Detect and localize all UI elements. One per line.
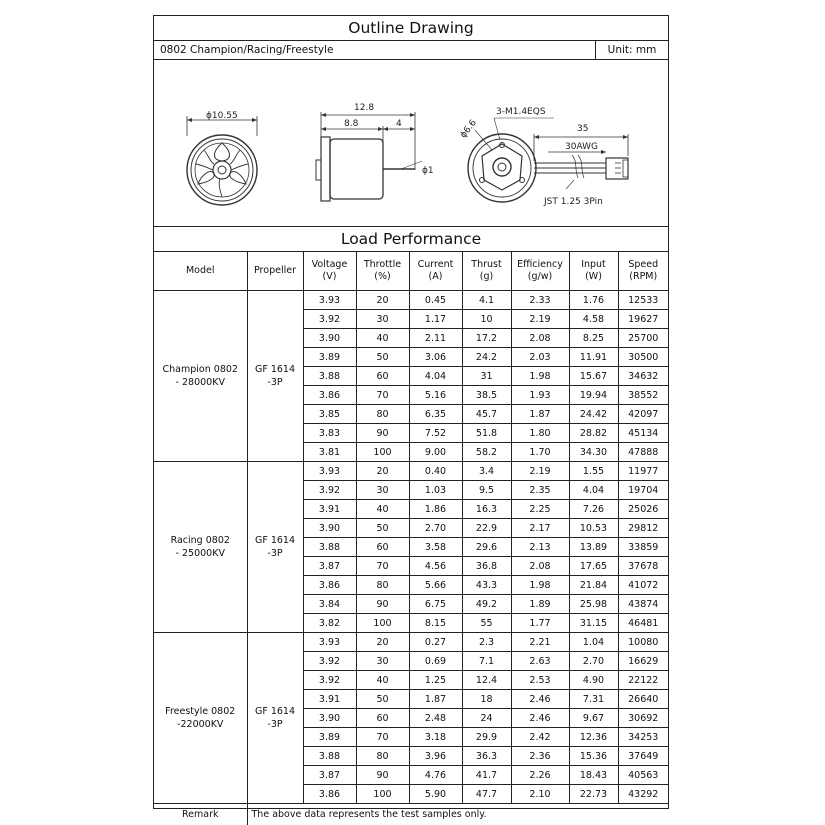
data-cell: 49.2: [462, 595, 511, 614]
propeller-cell: GF 1614 -3P: [247, 291, 303, 462]
data-cell: 70: [356, 386, 409, 405]
data-cell: 17.65: [569, 557, 618, 576]
data-cell: 40: [356, 671, 409, 690]
data-cell: 41072: [618, 576, 668, 595]
data-cell: 3.96: [409, 747, 462, 766]
data-cell: 5.66: [409, 576, 462, 595]
data-cell: 4.58: [569, 310, 618, 329]
data-cell: 3.88: [303, 367, 356, 386]
col-throttle: Throttle (%): [356, 252, 409, 291]
data-cell: 1.70: [511, 443, 569, 462]
data-cell: 4.56: [409, 557, 462, 576]
data-cell: 60: [356, 709, 409, 728]
col-input: Input (W): [569, 252, 618, 291]
data-cell: 40: [356, 500, 409, 519]
data-cell: 29812: [618, 519, 668, 538]
data-cell: 20: [356, 462, 409, 481]
data-cell: 43292: [618, 785, 668, 804]
data-cell: 47888: [618, 443, 668, 462]
data-cell: 3.93: [303, 462, 356, 481]
data-cell: 4.90: [569, 671, 618, 690]
data-cell: 3.93: [303, 291, 356, 310]
data-cell: 3.86: [303, 386, 356, 405]
data-cell: 22.9: [462, 519, 511, 538]
data-cell: 0.45: [409, 291, 462, 310]
data-cell: 38552: [618, 386, 668, 405]
col-speed: Speed (RPM): [618, 252, 668, 291]
data-cell: 60: [356, 538, 409, 557]
data-cell: 18.43: [569, 766, 618, 785]
data-cell: 3.81: [303, 443, 356, 462]
data-cell: 12533: [618, 291, 668, 310]
data-cell: 3.84: [303, 595, 356, 614]
rear-view: [468, 118, 628, 202]
data-cell: 22.73: [569, 785, 618, 804]
data-cell: 8.25: [569, 329, 618, 348]
data-cell: 70: [356, 557, 409, 576]
data-cell: 45.7: [462, 405, 511, 424]
data-cell: 40563: [618, 766, 668, 785]
data-cell: 3.87: [303, 557, 356, 576]
model-cell: Racing 0802 - 25000KV: [154, 462, 247, 633]
data-cell: 2.35: [511, 481, 569, 500]
data-cell: 41.7: [462, 766, 511, 785]
data-cell: 3.91: [303, 500, 356, 519]
data-cell: 34632: [618, 367, 668, 386]
data-cell: 2.03: [511, 348, 569, 367]
table-row: [154, 291, 668, 310]
data-cell: 3.87: [303, 766, 356, 785]
propeller-cell: GF 1614 -3P: [247, 462, 303, 633]
data-cell: 5.16: [409, 386, 462, 405]
data-cell: 42097: [618, 405, 668, 424]
data-cell: 1.86: [409, 500, 462, 519]
data-cell: 5.90: [409, 785, 462, 804]
data-cell: 1.80: [511, 424, 569, 443]
data-cell: 36.8: [462, 557, 511, 576]
data-cell: 0.27: [409, 633, 462, 652]
data-cell: 22122: [618, 671, 668, 690]
data-cell: 3.86: [303, 785, 356, 804]
data-cell: 6.75: [409, 595, 462, 614]
col-thrust: Thrust (g): [462, 252, 511, 291]
data-cell: 70: [356, 728, 409, 747]
data-cell: 3.89: [303, 728, 356, 747]
data-cell: 3.90: [303, 329, 356, 348]
data-cell: 33859: [618, 538, 668, 557]
data-cell: 12.36: [569, 728, 618, 747]
data-cell: 1.77: [511, 614, 569, 633]
data-cell: 2.53: [511, 671, 569, 690]
data-cell: 1.93: [511, 386, 569, 405]
data-cell: 4.76: [409, 766, 462, 785]
data-cell: 50: [356, 519, 409, 538]
data-cell: 31: [462, 367, 511, 386]
data-cell: 2.48: [409, 709, 462, 728]
data-cell: 1.76: [569, 291, 618, 310]
subheader: [154, 41, 668, 60]
model-cell: Freestyle 0802 -22000KV: [154, 633, 247, 804]
data-cell: 58.2: [462, 443, 511, 462]
data-cell: 3.58: [409, 538, 462, 557]
data-cell: 30: [356, 481, 409, 500]
data-cell: 3.85: [303, 405, 356, 424]
data-cell: 47.7: [462, 785, 511, 804]
front-view: [187, 116, 257, 205]
data-cell: 7.26: [569, 500, 618, 519]
data-cell: 4.04: [569, 481, 618, 500]
data-cell: 3.06: [409, 348, 462, 367]
data-cell: 1.87: [511, 405, 569, 424]
data-cell: 4.1: [462, 291, 511, 310]
table-row: [154, 633, 668, 652]
data-cell: 2.08: [511, 557, 569, 576]
data-cell: 4.04: [409, 367, 462, 386]
data-cell: 2.17: [511, 519, 569, 538]
data-cell: 1.17: [409, 310, 462, 329]
data-cell: 10: [462, 310, 511, 329]
motor-drawing-svg: [154, 60, 668, 227]
propeller-cell: GF 1614 -3P: [247, 633, 303, 804]
table-body: [154, 291, 668, 804]
data-cell: 29.9: [462, 728, 511, 747]
load-performance-table: [154, 252, 668, 825]
header-row: [154, 252, 668, 291]
data-cell: 3.90: [303, 709, 356, 728]
data-cell: 55: [462, 614, 511, 633]
data-cell: 9.5: [462, 481, 511, 500]
data-cell: 2.25: [511, 500, 569, 519]
data-cell: 15.36: [569, 747, 618, 766]
data-cell: 19.94: [569, 386, 618, 405]
data-cell: 1.98: [511, 367, 569, 386]
data-cell: 3.92: [303, 671, 356, 690]
model-cell: Champion 0802 - 28000KV: [154, 291, 247, 462]
outline-drawing-title: Outline Drawing: [154, 16, 668, 41]
data-cell: 31.15: [569, 614, 618, 633]
data-cell: 90: [356, 424, 409, 443]
data-cell: 11977: [618, 462, 668, 481]
data-cell: 2.63: [511, 652, 569, 671]
data-cell: 45134: [618, 424, 668, 443]
data-cell: 3.92: [303, 652, 356, 671]
data-cell: 3.88: [303, 747, 356, 766]
data-cell: 16629: [618, 652, 668, 671]
data-cell: 2.13: [511, 538, 569, 557]
data-cell: 0.69: [409, 652, 462, 671]
data-cell: 20: [356, 291, 409, 310]
data-cell: 10080: [618, 633, 668, 652]
data-cell: 46481: [618, 614, 668, 633]
data-cell: 28.82: [569, 424, 618, 443]
data-cell: 2.21: [511, 633, 569, 652]
col-current: Current (A): [409, 252, 462, 291]
data-cell: 24.2: [462, 348, 511, 367]
data-cell: 2.08: [511, 329, 569, 348]
outline-drawing: [154, 60, 668, 227]
col-propeller: Propeller: [247, 252, 303, 291]
data-cell: 6.35: [409, 405, 462, 424]
data-cell: 18: [462, 690, 511, 709]
data-cell: 3.92: [303, 310, 356, 329]
data-cell: 7.1: [462, 652, 511, 671]
data-cell: 2.33: [511, 291, 569, 310]
unit-label: Unit: mm: [595, 41, 668, 60]
data-cell: 19704: [618, 481, 668, 500]
data-cell: 43.3: [462, 576, 511, 595]
data-cell: 30: [356, 310, 409, 329]
data-cell: 50: [356, 690, 409, 709]
data-cell: 9.00: [409, 443, 462, 462]
data-cell: 2.3: [462, 633, 511, 652]
table-row: [154, 462, 668, 481]
col-efficiency: Efficiency (g/w): [511, 252, 569, 291]
load-performance-title: Load Performance: [154, 227, 668, 252]
data-cell: 20: [356, 633, 409, 652]
data-cell: 19627: [618, 310, 668, 329]
data-cell: 3.86: [303, 576, 356, 595]
data-cell: 40: [356, 329, 409, 348]
data-cell: 100: [356, 443, 409, 462]
data-cell: 2.36: [511, 747, 569, 766]
data-cell: 90: [356, 595, 409, 614]
data-cell: 3.90: [303, 519, 356, 538]
data-cell: 80: [356, 747, 409, 766]
data-cell: 80: [356, 576, 409, 595]
total-length-label: 12.8: [354, 103, 375, 113]
data-cell: 25.98: [569, 595, 618, 614]
data-cell: 25700: [618, 329, 668, 348]
data-cell: 11.91: [569, 348, 618, 367]
data-cell: 1.87: [409, 690, 462, 709]
data-cell: 1.55: [569, 462, 618, 481]
data-cell: 2.11: [409, 329, 462, 348]
data-cell: 3.91: [303, 690, 356, 709]
data-cell: 51.8: [462, 424, 511, 443]
data-cell: 80: [356, 405, 409, 424]
data-cell: 24: [462, 709, 511, 728]
data-cell: 29.6: [462, 538, 511, 557]
data-cell: 1.98: [511, 576, 569, 595]
data-cell: 1.25: [409, 671, 462, 690]
data-cell: 15.67: [569, 367, 618, 386]
data-cell: 17.2: [462, 329, 511, 348]
screws-label: 3-M1.4EQS: [496, 107, 546, 117]
data-cell: 9.67: [569, 709, 618, 728]
data-cell: 0.40: [409, 462, 462, 481]
remark-row: [154, 804, 668, 825]
shaft-diameter-label: ϕ1: [422, 166, 434, 176]
data-cell: 3.83: [303, 424, 356, 443]
data-cell: 100: [356, 614, 409, 633]
shaft-length-label: 4: [396, 119, 402, 129]
connector-label: JST 1.25 3Pin: [544, 197, 603, 207]
data-cell: 1.89: [511, 595, 569, 614]
data-cell: 2.70: [409, 519, 462, 538]
data-cell: 12.4: [462, 671, 511, 690]
data-cell: 21.84: [569, 576, 618, 595]
spec-sheet: [153, 15, 669, 820]
data-cell: 2.26: [511, 766, 569, 785]
data-cell: 26640: [618, 690, 668, 709]
data-cell: 2.46: [511, 709, 569, 728]
data-cell: 43874: [618, 595, 668, 614]
model-line: 0802 Champion/Racing/Freestyle: [160, 44, 334, 56]
remark-text: The above data represents the test samples only.: [247, 804, 668, 825]
data-cell: 1.03: [409, 481, 462, 500]
data-cell: 7.31: [569, 690, 618, 709]
data-cell: 100: [356, 785, 409, 804]
remark-label: Remark: [154, 804, 247, 825]
data-cell: 30692: [618, 709, 668, 728]
data-cell: 30500: [618, 348, 668, 367]
data-cell: 38.5: [462, 386, 511, 405]
body-length-label: 8.8: [344, 119, 359, 129]
data-cell: 2.19: [511, 462, 569, 481]
data-cell: 3.93: [303, 633, 356, 652]
data-cell: 2.42: [511, 728, 569, 747]
data-cell: 3.89: [303, 348, 356, 367]
data-cell: 2.19: [511, 310, 569, 329]
data-cell: 90: [356, 766, 409, 785]
data-cell: 2.46: [511, 690, 569, 709]
data-cell: 37678: [618, 557, 668, 576]
data-cell: 60: [356, 367, 409, 386]
col-model: Model: [154, 252, 247, 291]
wire-gauge-label: 30AWG: [565, 142, 598, 152]
data-cell: 3.18: [409, 728, 462, 747]
data-cell: 16.3: [462, 500, 511, 519]
data-cell: 3.82: [303, 614, 356, 633]
data-cell: 2.70: [569, 652, 618, 671]
data-cell: 25026: [618, 500, 668, 519]
data-cell: 10.53: [569, 519, 618, 538]
data-cell: 36.3: [462, 747, 511, 766]
data-cell: 24.42: [569, 405, 618, 424]
data-cell: 50: [356, 348, 409, 367]
data-cell: 3.88: [303, 538, 356, 557]
col-voltage: Voltage (V): [303, 252, 356, 291]
hole-circle-label: ϕ6.6: [458, 118, 479, 141]
data-cell: 7.52: [409, 424, 462, 443]
side-view: [316, 112, 422, 201]
data-cell: 34253: [618, 728, 668, 747]
data-cell: 37649: [618, 747, 668, 766]
data-cell: 8.15: [409, 614, 462, 633]
data-cell: 30: [356, 652, 409, 671]
data-cell: 3.92: [303, 481, 356, 500]
data-cell: 1.04: [569, 633, 618, 652]
front-diameter-label: ϕ10.55: [206, 111, 238, 121]
lead-length-label: 35: [577, 124, 589, 134]
data-cell: 13.89: [569, 538, 618, 557]
data-cell: 2.10: [511, 785, 569, 804]
data-cell: 3.4: [462, 462, 511, 481]
data-cell: 34.30: [569, 443, 618, 462]
